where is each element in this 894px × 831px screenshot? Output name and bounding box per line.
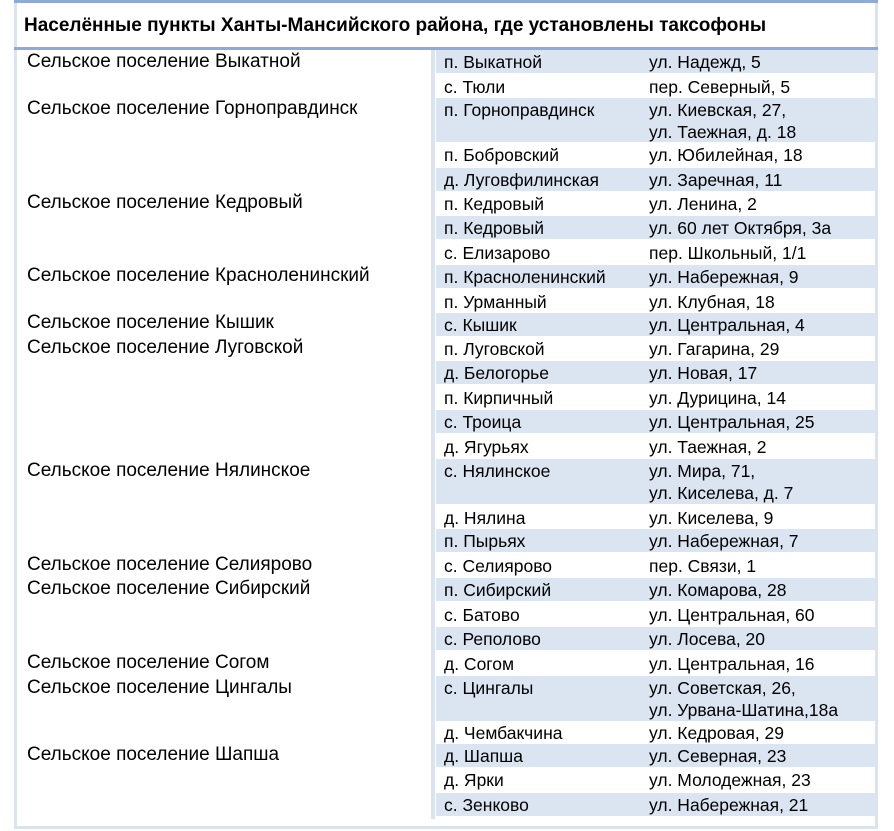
address: ул. Центральная, 60 bbox=[649, 605, 815, 625]
table-row bbox=[436, 554, 876, 577]
locality: с. Зенково bbox=[444, 795, 529, 815]
locality: д. Чембакчина bbox=[444, 723, 563, 743]
address: ул. Советская, 26, bbox=[649, 678, 796, 698]
table-row bbox=[436, 241, 876, 264]
address: ул. Киселева, 9 bbox=[649, 508, 774, 528]
page-title: Населённые пункты Ханты-Мансийского района, где установлены таксофоны bbox=[14, 0, 878, 50]
settlement-name: Сельское поселение Цингалы bbox=[27, 677, 292, 698]
address: ул. Набережная, 21 bbox=[649, 795, 809, 815]
table-row bbox=[436, 386, 876, 409]
locality: д. Ярки bbox=[444, 770, 504, 790]
locality: д. Шапша bbox=[444, 746, 523, 766]
address: пер. Связи, 1 bbox=[649, 556, 757, 576]
locality: д. Белогорье bbox=[444, 363, 550, 383]
table-row bbox=[436, 529, 876, 552]
settlement-name: Сельское поселение Сибирский bbox=[27, 578, 311, 599]
settlement-name: Сельское поселение Селиярово bbox=[27, 554, 313, 575]
locality: с. Троица bbox=[444, 412, 522, 432]
locality: п. Кедровый bbox=[444, 194, 545, 214]
settlement-name: Сельское поселение Красноленинский bbox=[27, 265, 370, 286]
settlement-name: Сельское поселение Согом bbox=[27, 652, 270, 673]
locality: п. Горноправдинск bbox=[444, 100, 595, 120]
address: ул. Надежд, 5 bbox=[649, 52, 761, 72]
table-row bbox=[436, 216, 876, 239]
settlement-name: Сельское поселение Горноправдинск bbox=[27, 98, 358, 119]
table-row bbox=[436, 98, 876, 142]
table-row bbox=[436, 168, 876, 191]
table-row bbox=[436, 676, 876, 721]
address: ул. Набережная, 7 bbox=[649, 531, 799, 551]
address: ул. Центральная, 25 bbox=[649, 412, 815, 432]
locality: с. Батово bbox=[444, 605, 520, 625]
locations-column bbox=[436, 50, 876, 820]
table-row bbox=[436, 459, 876, 504]
locality: п. Красноленинский bbox=[444, 267, 606, 287]
address: ул. Гагарина, 29 bbox=[649, 339, 780, 359]
address: ул. Молодежная, 23 bbox=[649, 770, 811, 790]
locality: д. Ягурьях bbox=[444, 437, 529, 457]
locality: с. Кышик bbox=[444, 315, 517, 335]
table-row bbox=[436, 361, 876, 384]
locality: п. Урманный bbox=[444, 292, 547, 312]
address: ул. Мира, 71, bbox=[649, 461, 756, 481]
locality: с. Тюли bbox=[444, 77, 506, 97]
locality: с. Реполово bbox=[444, 629, 541, 649]
table-row bbox=[436, 652, 876, 675]
address: ул. Дурицина, 14 bbox=[649, 388, 786, 408]
table-row bbox=[436, 75, 876, 98]
table-row bbox=[436, 265, 876, 288]
table-row bbox=[436, 721, 876, 744]
address: ул. Северная, 23 bbox=[649, 746, 787, 766]
settlement-name: Сельское поселение Кышик bbox=[27, 312, 274, 333]
settlement-name: Сельское поселение Нялинское bbox=[27, 460, 311, 481]
settlement-name: Сельское поселение Кедровый bbox=[27, 192, 303, 213]
locality: д. Нялина bbox=[444, 508, 526, 528]
locality: п. Пырьях bbox=[444, 531, 526, 551]
table-row bbox=[436, 627, 876, 650]
table-row bbox=[436, 744, 876, 767]
locality: с. Цингалы bbox=[444, 678, 534, 698]
address: ул. Заречная, 11 bbox=[649, 170, 783, 190]
address: ул. Юбилейная, 18 bbox=[649, 145, 803, 165]
address: ул. Центральная, 4 bbox=[649, 315, 805, 335]
address: ул. Клубная, 18 bbox=[649, 292, 775, 312]
address: ул. Центральная, 16 bbox=[649, 654, 815, 674]
table-row bbox=[436, 603, 876, 626]
locality: п. Кирпичный bbox=[444, 388, 554, 408]
address: ул. Набережная, 9 bbox=[649, 267, 799, 287]
table-row bbox=[436, 337, 876, 360]
address-line-2: ул. Таежная, д. 18 bbox=[649, 122, 797, 142]
locality: д. Согом bbox=[444, 654, 515, 674]
address: ул. Ленина, 2 bbox=[649, 194, 757, 214]
table-row bbox=[436, 578, 876, 601]
address-line-2: ул. Урвана-Шатина,18а bbox=[649, 700, 839, 720]
table-row bbox=[436, 506, 876, 529]
address: ул. Киевская, 27, bbox=[649, 100, 787, 120]
locality: п. Луговской bbox=[444, 339, 545, 359]
locality: п. Кедровый bbox=[444, 218, 545, 238]
locality: п. Выкатной bbox=[444, 52, 543, 72]
settlement-name: Сельское поселение Луговской bbox=[27, 337, 304, 358]
address: пер. Школьный, 1/1 bbox=[649, 243, 807, 263]
address: ул. 60 лет Октября, 3а bbox=[649, 218, 832, 238]
table-row bbox=[436, 410, 876, 433]
address: ул. Лосева, 20 bbox=[649, 629, 766, 649]
table-row bbox=[436, 143, 876, 166]
table-row bbox=[436, 192, 876, 215]
table-row bbox=[436, 768, 876, 791]
column-divider bbox=[431, 50, 435, 819]
address: пер. Северный, 5 bbox=[649, 77, 791, 97]
address: ул. Кедровая, 29 bbox=[649, 723, 785, 743]
address: ул. Новая, 17 bbox=[649, 363, 758, 383]
locality: д. Луговфилинская bbox=[444, 170, 600, 190]
locality: с. Елизарово bbox=[444, 243, 551, 263]
settlement-name: Сельское поселение Выкатной bbox=[27, 51, 301, 72]
table-row bbox=[436, 435, 876, 458]
address: ул. Комарова, 28 bbox=[649, 580, 787, 600]
address: ул. Таежная, 2 bbox=[649, 437, 767, 457]
locality: п. Бобровский bbox=[444, 145, 559, 165]
locality: с. Селиярово bbox=[444, 556, 553, 576]
locality: с. Нялинское bbox=[444, 461, 551, 481]
address-line-2: ул. Киселева, д. 7 bbox=[649, 483, 794, 503]
table-row bbox=[436, 793, 876, 816]
table-row bbox=[436, 50, 876, 73]
locality: п. Сибирский bbox=[444, 580, 552, 600]
settlements-column bbox=[27, 50, 427, 820]
table-row bbox=[436, 290, 876, 313]
table-row bbox=[436, 313, 876, 336]
settlement-name: Сельское поселение Шапша bbox=[27, 744, 280, 765]
